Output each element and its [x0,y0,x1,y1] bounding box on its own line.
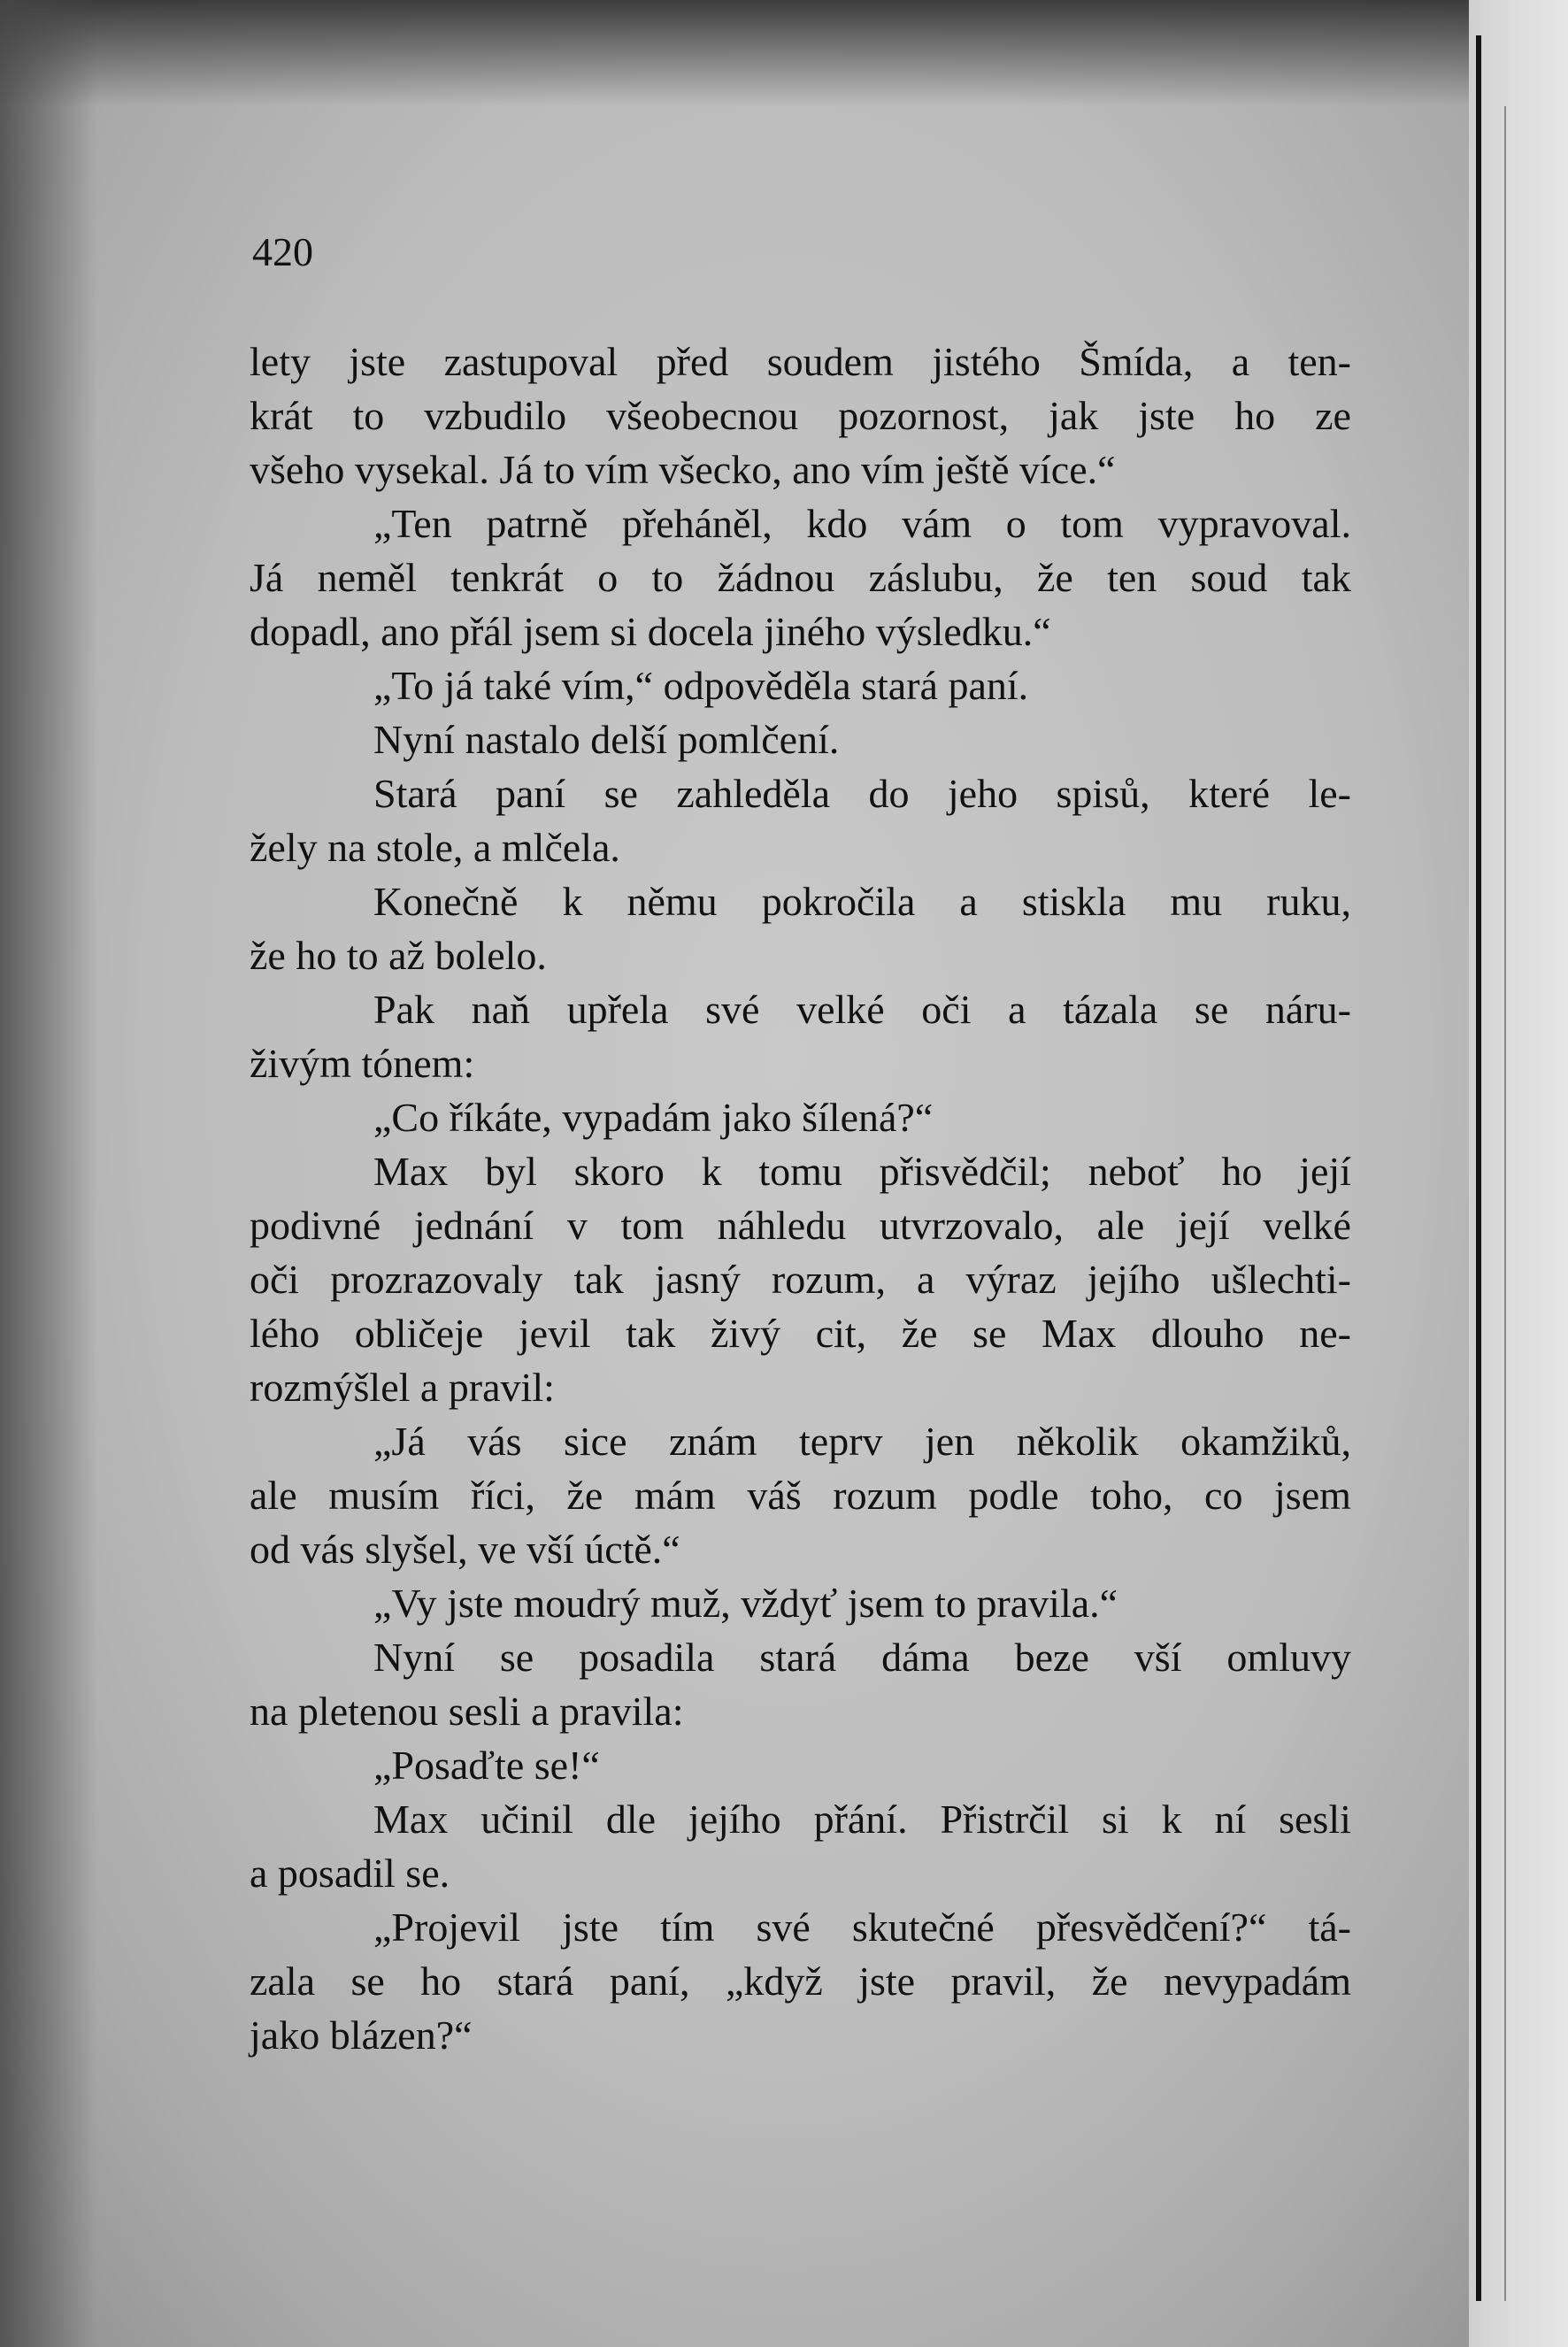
word: několik [1016,1419,1139,1464]
line-text: Nyní nastalo delší pomlčení. [373,717,840,762]
word: neměl [317,555,417,600]
line-text: „To já také vím,“ odpověděla stará paní. [373,663,1029,708]
word: že [566,1473,603,1518]
text-line [250,766,1351,820]
adjacent-page-edge [1469,0,1568,2347]
word: že [1036,555,1073,600]
text-line [250,1792,1351,1846]
word: tom [1060,501,1124,546]
word: tázala [1063,987,1158,1032]
word: mám [634,1473,716,1518]
word: oči [921,987,972,1032]
line-text: dopadl, ano přál jsem si docela jiného výsledku.“ [250,609,1051,654]
word: sesli [1279,1797,1351,1842]
binding-rule [1476,35,1481,2301]
word: utvrzovalo, [879,1203,1065,1248]
word: rozum [833,1473,937,1518]
word: záslubu, [868,555,1003,600]
text-line [250,1738,1351,1792]
text-line [250,928,1351,982]
word: prozrazovaly [330,1257,543,1302]
word: ale [250,1473,297,1518]
line-text: od vás slyšel, ve vší úctě.“ [250,1527,680,1572]
text-line [250,1900,1351,1954]
text-line [250,1090,1351,1144]
word: byl [485,1149,537,1194]
word: stará [759,1635,837,1680]
word: pozornost, [838,393,1010,438]
text-line [250,442,1351,496]
word: Max [373,1149,449,1194]
word: tom [620,1203,684,1248]
page-number: 420 [252,229,313,274]
word: vzbudilo [424,393,567,438]
word: a [1008,987,1026,1032]
word: do [868,771,910,816]
word: Šmída, [1079,339,1194,384]
word: ní [1214,1797,1247,1842]
word: Nyní [373,1635,455,1680]
word: tak [573,1257,624,1302]
word: le- [1308,771,1351,816]
word: ze [1315,393,1351,438]
scan-shadow-left [0,0,97,2347]
word: lety [250,339,311,384]
word: němu [626,879,718,924]
word: učinil [480,1797,573,1842]
word: paní [495,771,566,816]
word: ruku, [1266,879,1351,924]
text-line [250,1360,1351,1414]
line-text: živým tónem: [250,1041,475,1086]
word: jste [562,1905,619,1950]
word: si [1102,1797,1129,1842]
word: tím [660,1905,715,1950]
word: se [972,1311,1007,1356]
word: se [1194,987,1229,1032]
word: skoro [573,1149,665,1194]
word: jeho [947,771,1018,816]
word: pravil, [950,1958,1057,2004]
word: „Ten [373,501,452,546]
word: rozum, [771,1257,886,1302]
text-line [250,1954,1351,2008]
text-line [250,712,1351,766]
word: jste [349,339,406,384]
text-line [250,874,1351,928]
text-line [250,335,1351,389]
word: lého [250,1311,320,1356]
text-line [250,820,1351,874]
text-line [250,604,1351,658]
word: se [350,1958,385,2004]
text-line [250,1630,1351,1684]
word: cit, [815,1311,867,1356]
word: k [1161,1797,1182,1842]
word: okamžiků, [1180,1419,1351,1464]
word: ten [1107,555,1157,600]
word: soud [1190,555,1268,600]
text-line [250,389,1351,442]
word: vypravoval. [1157,501,1351,546]
word: naň [471,987,531,1032]
word: ho [1221,1149,1263,1194]
word: musím [328,1473,440,1518]
word: Max [1041,1311,1117,1356]
word: dáma [881,1635,970,1680]
word: podivné [250,1203,381,1248]
word: upřela [566,987,669,1032]
word: posadila [579,1635,715,1680]
line-text: „Co říkáte, vypadám jako šílená?“ [373,1095,934,1140]
text-line [250,1414,1351,1468]
word: krát [250,393,313,438]
text-line [250,1522,1351,1576]
word: to [651,555,684,600]
word: a [959,879,978,924]
line-text: že ho to až bolelo. [250,933,547,978]
word: toho, [1090,1473,1173,1518]
word: co [1204,1473,1243,1518]
word: o [1005,501,1026,546]
line-text: všeho vysekal. Já to vím všecko, ano vím ještě více.“ [250,447,1116,492]
word: říci, [471,1473,535,1518]
word: to [352,393,385,438]
word: stiskla [1021,879,1126,924]
word: zastupoval [443,339,619,384]
word: vás [467,1419,522,1464]
word: teprv [799,1419,883,1464]
word: a [1231,339,1250,384]
line-text: a posadil se. [250,1851,450,1896]
text-line [250,496,1351,550]
word: patrně [486,501,588,546]
word: Přistrčil [940,1797,1070,1842]
word: k [562,879,583,924]
word: paní, [609,1958,690,2004]
word: Konečně [373,879,519,924]
word: jasný [654,1257,741,1302]
word: oči [250,1257,300,1302]
word: a [917,1257,935,1302]
word: dle [605,1797,657,1842]
word: jste [858,1958,916,2004]
word: zala [250,1958,316,2004]
line-text: „Posaďte se!“ [373,1743,600,1788]
word: tak [1301,555,1351,600]
line-text: rozmýšlel a pravil: [250,1365,555,1410]
text-line [250,658,1351,712]
word: kdo [806,501,868,546]
word: neboť [1088,1149,1185,1194]
word: váš [747,1473,802,1518]
text-line [250,1846,1351,1900]
text-line [250,1684,1351,1738]
word: ho [1234,393,1276,438]
body-text [250,335,1351,2062]
word: „Projevil [373,1905,521,1950]
scan-shadow-top [0,0,1568,106]
word: vám [901,501,972,546]
text-line [250,550,1351,604]
word: ho [420,1958,462,2004]
word: zahleděla [676,771,831,816]
text-line [250,1198,1351,1252]
word: velké [1263,1203,1351,1248]
text-line [250,982,1351,1036]
word: přeháněl, [621,501,772,546]
word: všeobecnou [606,393,799,438]
word: soudem [766,339,894,384]
word: žádnou [717,555,835,600]
word: její [1299,1149,1351,1194]
word: Pak [373,987,434,1032]
word: výraz [965,1257,1057,1302]
word: náhledu [717,1203,847,1248]
text-line [250,1252,1351,1306]
word: tá- [1308,1905,1351,1950]
word: jste [1138,393,1195,438]
word: spisů, [1056,771,1150,816]
word: pokročila [761,879,916,924]
word: přání. [813,1797,908,1842]
word: Stará [373,771,457,816]
word: jen [925,1419,975,1464]
word: jejího [1087,1257,1180,1302]
word: náru- [1264,987,1351,1032]
word: jistého [932,339,1041,384]
text-line [250,1468,1351,1522]
word: Já [250,555,284,600]
word: obličeje [354,1311,484,1356]
word: jak [1049,393,1099,438]
word: vší [1134,1635,1182,1680]
binding-rule-secondary [1504,106,1506,2301]
word: přisvědčil; [879,1149,1051,1194]
word: znám [668,1419,757,1464]
word: živý [710,1311,781,1356]
word: mu [1170,879,1223,924]
word: ten- [1287,339,1351,384]
word: skutečné [851,1905,995,1950]
word: dlouho [1150,1311,1264,1356]
line-text: „Vy jste moudrý muž, vždyť jsem to pravila.“ [373,1581,1118,1626]
word: před [656,339,729,384]
word: ne- [1299,1311,1351,1356]
word: které [1188,771,1270,816]
line-text: na pletenou sesli a pravila: [250,1689,684,1734]
word: ale [1096,1203,1145,1248]
line-text: žely na stole, a mlčela. [250,825,620,870]
word: přesvědčení?“ [1035,1905,1267,1950]
word: podle [968,1473,1059,1518]
word: jsem [1274,1473,1351,1518]
word: tak [626,1311,676,1356]
word: beze [1014,1635,1089,1680]
text-line [250,1036,1351,1090]
word: stará [496,1958,574,2004]
text-line [250,1306,1351,1360]
word: tenkrát [450,555,564,600]
word: velké [796,987,885,1032]
word: jejího [688,1797,781,1842]
word: jevil [518,1311,591,1356]
text-line [250,1144,1351,1198]
line-text: jako blázen?“ [250,2012,473,2058]
word: „když [725,1958,823,2004]
word: sice [563,1419,627,1464]
word: k [701,1149,722,1194]
word: že [901,1311,938,1356]
word: Max [373,1797,449,1842]
word: v [566,1203,588,1248]
text-line [250,2008,1351,2062]
word: se [499,1635,534,1680]
word: že [1091,1958,1128,2004]
word: její [1177,1203,1230,1248]
word: jednání [413,1203,534,1248]
word: „Já [373,1419,426,1464]
word: omluvy [1226,1635,1351,1680]
word: se [603,771,638,816]
word: o [597,555,619,600]
word: své [705,987,760,1032]
word: své [756,1905,811,1950]
word: ušlechti- [1211,1257,1351,1302]
text-line [250,1576,1351,1630]
word: tomu [758,1149,842,1194]
word: nevypadám [1163,1958,1351,2004]
